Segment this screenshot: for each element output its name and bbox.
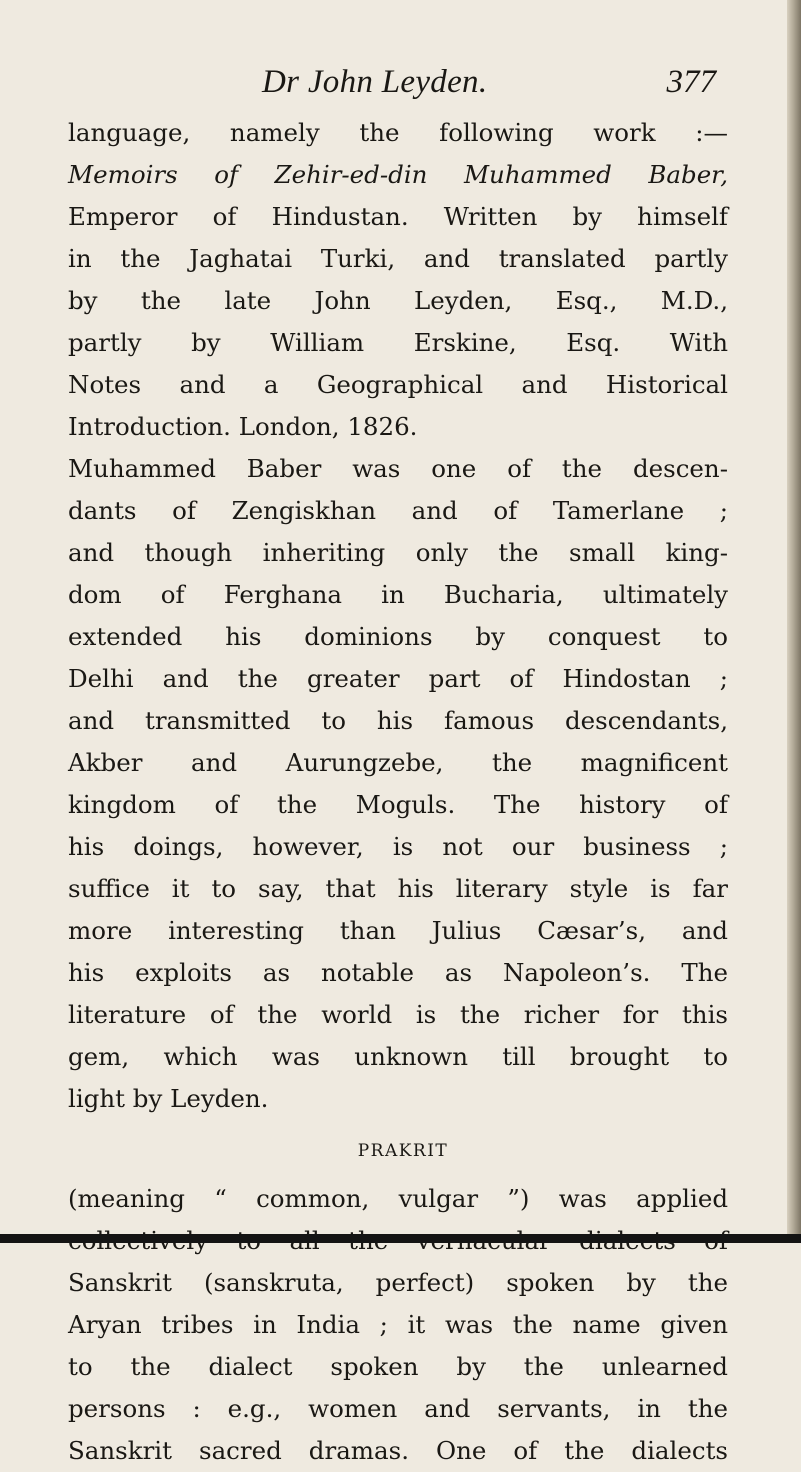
text-line: Aryan tribes in India ; it was the name given [68,1310,728,1339]
text-line: and though inheriting only the small king- [68,538,728,567]
text-line-book-title: Memoirs of Zehir-ed-din Muhammed Baber, [68,160,728,189]
text-line: light by Leyden. [68,1084,269,1113]
paragraph-baber [68,448,728,1120]
text-line: (meaning “ common, vulgar ”) was applied [68,1184,728,1213]
text-line: language, namely the following work :— [68,118,728,147]
text-line: partly by William Erskine, Esq. With [68,328,728,357]
running-title: Dr John Leyden. [262,64,488,100]
text-line: by the late John Leyden, Esq., M.D., [68,286,728,315]
page-header [0,64,801,104]
text-line: Delhi and the greater part of Hindostan ; [68,664,728,693]
text-line: dants of Zengiskhan and of Tamerlane ; [68,496,728,525]
text-line: and transmitted to his famous descendants, [68,706,728,735]
text-line: more interesting than Julius Cæsar’s, and [68,916,728,945]
text-line: to the dialect spoken by the unlearned [68,1352,728,1381]
text-line: Notes and a Geographical and Historical [68,370,728,399]
text-line: persons : e.g., women and servants, in the [68,1394,728,1423]
text-line: his doings, however, is not our business ; [68,832,728,861]
text-line: in the Jaghatai Turki, and translated partly [68,244,728,273]
text-line: kingdom of the Moguls. The history of [68,790,728,819]
text-line: Sanskrit sacred dramas. One of the dialects [68,1436,728,1465]
scan-bottom-border [0,1234,801,1243]
text-line: his exploits as notable as Napoleon’s. The [68,958,728,987]
text-line: extended his dominions by conquest to [68,622,728,651]
text-line: dom of Ferghana in Bucharia, ultimately [68,580,728,609]
body-text [68,112,728,1472]
text-line: Introduction. London, 1826. [68,412,418,441]
text-line: literature of the world is the richer for this [68,1000,728,1029]
text-line: Akber and Aurungzebe, the magnificent [68,748,728,777]
text-line: Emperor of Hindustan. Written by himself [68,202,728,231]
page-edge-shadow [787,0,801,1243]
text-line: suffice it to say, that his literary style is far [68,874,728,903]
paragraph-prakrit [68,1178,728,1472]
paragraph-bibliography [68,112,728,448]
text-line: Sanskrit (sanskruta, perfect) spoken by the [68,1268,728,1297]
section-heading: PRAKRIT [357,1141,449,1161]
text-line: Muhammed Baber was one of the descen- [68,454,728,483]
page-number: 377 [666,64,716,100]
text-line: gem, which was unknown till brought to [68,1042,728,1071]
